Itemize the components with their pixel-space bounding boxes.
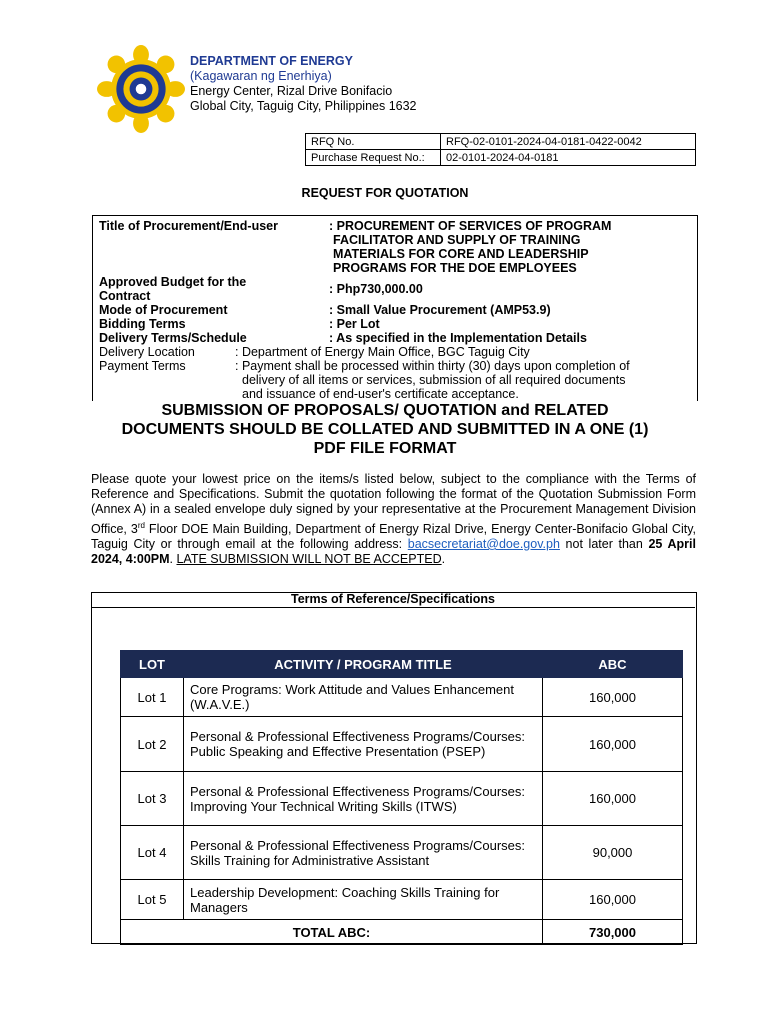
notice-line-3: PDF FILE FORMAT <box>313 440 457 457</box>
total-value: 730,000 <box>543 920 683 945</box>
letterhead <box>190 54 417 114</box>
header-abc: ABC <box>543 651 683 678</box>
ordinal-suffix: rd <box>137 520 145 530</box>
late-submission-notice: LATE SUBMISSION WILL NOT BE ACCEPTED <box>176 552 442 567</box>
procurement-details <box>92 215 698 401</box>
total-label: TOTAL ABC: <box>121 920 543 945</box>
abc-cell: 160,000 <box>543 880 683 920</box>
activity-cell: Personal & Professional Effectiveness Programs/Courses: Skills Training for Administrative Assistant <box>184 826 543 880</box>
submission-notice <box>0 401 770 458</box>
rfq-no-value: RFQ-02-0101-2024-04-0181-0422-0042 <box>441 134 696 150</box>
lot-cell: Lot 3 <box>121 772 184 826</box>
delivery-terms-value: : As specified in the Implementation Details <box>329 331 587 345</box>
pr-no-label: Purchase Request No.: <box>306 150 441 166</box>
lot-cell: Lot 5 <box>121 880 184 920</box>
table-row <box>121 826 683 880</box>
activity-cell: Personal & Professional Effectiveness Programs/Courses: Public Speaking and Effective Presentation (PSEP) <box>184 717 543 772</box>
payment-value-1: : Payment shall be processed within thirty (30) days upon completion of <box>235 359 630 373</box>
abc-value: : Php730,000.00 <box>329 282 423 296</box>
bidding-label: Bidding Terms <box>99 317 186 331</box>
abc-label-1: Approved Budget for the <box>99 275 247 289</box>
instructions-text-1: Please quote your lowest price on the items/s listed below, subject to the compliance with the Terms of Reference and Specifications. Submit the quotation following the format of the Quotation Submission Form (Annex A) in a sealed envelope duly signed by your representative at the Procurement Management Division Office, 3 <box>91 472 696 536</box>
instructions-paragraph <box>91 472 696 567</box>
abc-cell: 90,000 <box>543 826 683 880</box>
table-row <box>121 772 683 826</box>
pr-no-value: 02-0101-2024-04-0181 <box>441 150 696 166</box>
table-row <box>121 717 683 772</box>
instructions-text-3: not later than <box>559 536 649 551</box>
table-row <box>121 880 683 920</box>
title-value-4: PROGRAMS FOR THE DOE EMPLOYEES <box>333 261 577 275</box>
lots-header-row <box>121 651 683 678</box>
payment-value-2: delivery of all items or services, submission of all required documents <box>242 373 626 387</box>
activity-cell: Leadership Development: Coaching Skills Training for Managers <box>184 880 543 920</box>
notice-line-2: DOCUMENTS SHOULD BE COLLATED AND SUBMITTED IN A ONE (1) <box>121 421 649 438</box>
instructions-text-4: . <box>169 552 177 567</box>
abc-cell: 160,000 <box>543 678 683 717</box>
address-line-2: Global City, Taguig City, Philippines 1632 <box>190 99 417 113</box>
lot-cell: Lot 2 <box>121 717 184 772</box>
lot-cell: Lot 1 <box>121 678 184 717</box>
abc-cell: 160,000 <box>543 772 683 826</box>
document-title: REQUEST FOR QUOTATION <box>301 186 469 200</box>
title-value-2: FACILITATOR AND SUPPLY OF TRAINING <box>333 233 581 247</box>
department-local-name: (Kagawaran ng Enerhiya) <box>190 69 332 83</box>
delivery-terms-label: Delivery Terms/Schedule <box>99 331 247 345</box>
header-lot: LOT <box>121 651 184 678</box>
mode-label: Mode of Procurement <box>99 303 228 317</box>
activity-cell: Core Programs: Work Attitude and Values Enhancement (W.A.V.E.) <box>184 678 543 717</box>
deadline: 25 April 2024, 4:00PM <box>91 536 696 567</box>
activity-cell: Personal & Professional Effectiveness Programs/Courses: Improving Your Technical Writing Skills (ITWS) <box>184 772 543 826</box>
bidding-value: : Per Lot <box>329 317 380 331</box>
rfq-no-label: RFQ No. <box>306 134 441 150</box>
instructions-text-2: Floor DOE Main Building, Department of Energy Rizal Drive, Energy Center-Bonifacio Global City, Taguig City or through email at the following address: <box>91 521 696 551</box>
terms-title: Terms of Reference/Specifications <box>91 592 695 608</box>
email-link[interactable]: bacsecretariat@doe.gov.ph <box>407 536 560 551</box>
location-label: Delivery Location <box>99 345 195 359</box>
mode-value: : Small Value Procurement (AMP53.9) <box>329 303 551 317</box>
title-label: Title of Procurement/End-user <box>99 219 278 233</box>
title-value-1: : PROCUREMENT OF SERVICES OF PROGRAM <box>329 219 612 233</box>
notice-line-1: SUBMISSION OF PROPOSALS/ QUOTATION and RELATED <box>161 402 609 419</box>
payment-value-3: and issuance of end-user's certificate acceptance. <box>242 387 519 401</box>
payment-label: Payment Terms <box>99 359 186 373</box>
department-name: DEPARTMENT OF ENERGY <box>190 54 353 68</box>
abc-cell: 160,000 <box>543 717 683 772</box>
instructions-text-5: . <box>441 552 446 567</box>
header-activity: ACTIVITY / PROGRAM TITLE <box>184 651 543 678</box>
total-row <box>121 920 683 945</box>
address-line-1: Energy Center, Rizal Drive Bonifacio <box>190 84 393 98</box>
location-value: : Department of Energy Main Office, BGC Taguig City <box>235 345 530 359</box>
title-value-3: MATERIALS FOR CORE AND LEADERSHIP <box>333 247 589 261</box>
table-row <box>121 678 683 717</box>
lots-table <box>120 650 683 945</box>
rfq-reference-table <box>305 133 696 166</box>
abc-label-2: Contract <box>99 289 151 303</box>
doe-seal-logo <box>97 45 185 133</box>
lot-cell: Lot 4 <box>121 826 184 880</box>
